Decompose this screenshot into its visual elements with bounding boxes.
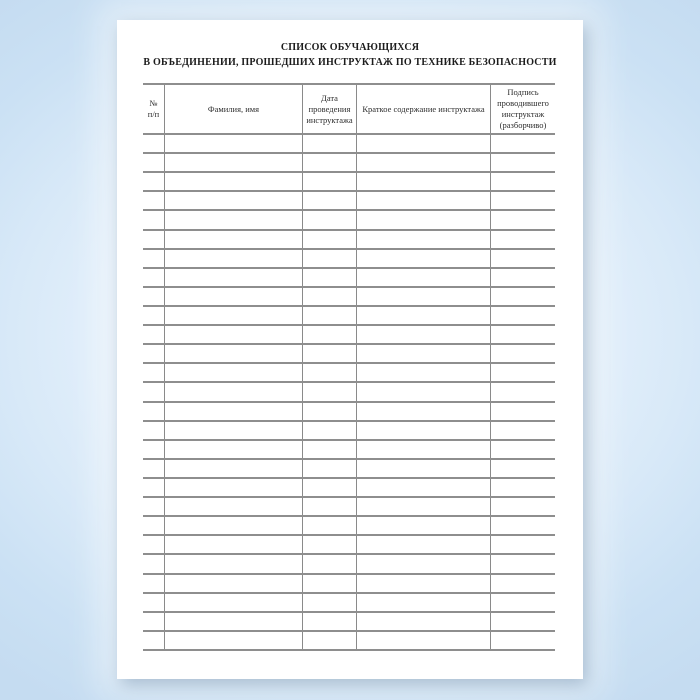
table-cell — [357, 594, 491, 611]
column-header-number: № п/п — [143, 85, 165, 133]
table-cell — [357, 498, 491, 515]
table-cell — [165, 250, 303, 267]
table-cell — [143, 345, 165, 362]
table-cell — [143, 135, 165, 152]
table-cell — [491, 192, 555, 209]
table-row — [143, 231, 555, 250]
table-cell — [165, 460, 303, 477]
table-cell — [303, 307, 357, 324]
table-row — [143, 555, 555, 574]
table-row — [143, 575, 555, 594]
table-cell — [143, 575, 165, 592]
table-cell — [357, 192, 491, 209]
table-cell — [143, 173, 165, 190]
table-row — [143, 479, 555, 498]
table-cell — [357, 403, 491, 420]
table-cell — [165, 192, 303, 209]
table-cell — [143, 250, 165, 267]
table-row — [143, 441, 555, 460]
table-cell — [165, 575, 303, 592]
table-cell — [491, 403, 555, 420]
table-cell — [491, 269, 555, 286]
table-cell — [165, 154, 303, 171]
table-cell — [357, 326, 491, 343]
table-cell — [491, 632, 555, 649]
table-cell — [303, 345, 357, 362]
table-cell — [143, 269, 165, 286]
table-cell — [143, 383, 165, 400]
table-cell — [143, 211, 165, 228]
table-cell — [303, 288, 357, 305]
table-cell — [165, 307, 303, 324]
table-row — [143, 269, 555, 288]
table-cell — [143, 632, 165, 649]
table-cell — [357, 135, 491, 152]
table-cell — [165, 326, 303, 343]
table-cell — [357, 364, 491, 381]
table-cell — [357, 173, 491, 190]
table-cell — [303, 383, 357, 400]
table-cell — [303, 403, 357, 420]
table-body — [143, 135, 555, 651]
table-cell — [491, 231, 555, 248]
table-cell — [491, 154, 555, 171]
table-row — [143, 326, 555, 345]
document-page — [117, 20, 583, 679]
table-cell — [143, 517, 165, 534]
table-cell — [491, 422, 555, 439]
column-header-date: Дата проведения инструктажа — [303, 85, 357, 133]
table-cell — [303, 173, 357, 190]
table-cell — [143, 613, 165, 630]
table-cell — [303, 154, 357, 171]
table-cell — [165, 479, 303, 496]
table-cell — [357, 345, 491, 362]
column-header-summary: Краткое содержание инструктажа — [357, 85, 491, 133]
table-cell — [357, 269, 491, 286]
column-header-name: Фамилия, имя — [165, 85, 303, 133]
table-cell — [165, 173, 303, 190]
table-cell — [303, 250, 357, 267]
table-cell — [357, 555, 491, 572]
table-row — [143, 173, 555, 192]
table-cell — [165, 441, 303, 458]
table-cell — [303, 135, 357, 152]
table-cell — [303, 575, 357, 592]
table-cell — [491, 326, 555, 343]
table-cell — [357, 383, 491, 400]
table-cell — [143, 536, 165, 553]
table-cell — [303, 479, 357, 496]
table-cell — [165, 211, 303, 228]
table-cell — [491, 364, 555, 381]
table-cell — [143, 460, 165, 477]
table-cell — [357, 460, 491, 477]
table-cell — [165, 383, 303, 400]
table-cell — [165, 555, 303, 572]
table-cell — [491, 288, 555, 305]
title-line-2: В ОБЪЕДИНЕНИИ, ПРОШЕДШИХ ИНСТРУКТАЖ ПО ТЕХНИКЕ БЕЗОПАСНОСТИ — [143, 57, 557, 68]
table-row — [143, 307, 555, 326]
table-cell — [357, 536, 491, 553]
table-cell — [303, 555, 357, 572]
table-row — [143, 345, 555, 364]
table-cell — [357, 211, 491, 228]
table-cell — [491, 498, 555, 515]
table-row — [143, 536, 555, 555]
table-cell — [491, 383, 555, 400]
table-cell — [357, 307, 491, 324]
table-row — [143, 613, 555, 632]
column-header-signature: Подпись проводившего инструктаж (разборчиво) — [497, 87, 549, 130]
table-cell — [357, 575, 491, 592]
table-cell — [165, 517, 303, 534]
table-cell — [143, 288, 165, 305]
table-cell — [357, 479, 491, 496]
table-cell — [165, 288, 303, 305]
table-cell — [143, 326, 165, 343]
table-row — [143, 192, 555, 211]
table-cell — [143, 231, 165, 248]
table-cell — [143, 498, 165, 515]
table-cell — [165, 269, 303, 286]
table-cell — [165, 536, 303, 553]
table-cell — [491, 135, 555, 152]
table-cell — [303, 594, 357, 611]
table-row — [143, 517, 555, 536]
table-row — [143, 250, 555, 269]
table-cell — [143, 555, 165, 572]
table-cell — [491, 250, 555, 267]
table-row — [143, 594, 555, 613]
table-cell — [357, 613, 491, 630]
table-row — [143, 135, 555, 154]
table-cell — [143, 594, 165, 611]
table-cell — [143, 403, 165, 420]
table-cell — [491, 517, 555, 534]
table-cell — [303, 422, 357, 439]
table-cell — [165, 403, 303, 420]
table-cell — [303, 192, 357, 209]
document-title — [117, 40, 583, 70]
table-cell — [491, 460, 555, 477]
table-row — [143, 288, 555, 307]
table-header-row — [143, 85, 555, 135]
table-cell — [143, 307, 165, 324]
table-cell — [491, 594, 555, 611]
table-cell — [303, 632, 357, 649]
table-row — [143, 154, 555, 173]
table-row — [143, 498, 555, 517]
table-cell — [491, 536, 555, 553]
table-cell — [357, 250, 491, 267]
table-cell — [143, 422, 165, 439]
table-cell — [491, 173, 555, 190]
table-cell — [491, 575, 555, 592]
table-cell — [491, 211, 555, 228]
table-cell — [491, 307, 555, 324]
table-cell — [303, 517, 357, 534]
table-cell — [303, 269, 357, 286]
table-cell — [303, 536, 357, 553]
table-row — [143, 383, 555, 402]
table-cell — [491, 555, 555, 572]
table-cell — [165, 613, 303, 630]
table-cell — [357, 231, 491, 248]
table-cell — [491, 345, 555, 362]
table-cell — [303, 498, 357, 515]
table-row — [143, 632, 555, 651]
table-cell — [303, 441, 357, 458]
table-cell — [165, 364, 303, 381]
table-cell — [165, 135, 303, 152]
table-cell — [165, 422, 303, 439]
table-row — [143, 364, 555, 383]
table-row — [143, 422, 555, 441]
table-cell — [143, 479, 165, 496]
table-cell — [491, 479, 555, 496]
safety-training-log-table — [143, 83, 555, 651]
table-cell — [165, 632, 303, 649]
table-cell — [165, 594, 303, 611]
table-cell — [357, 154, 491, 171]
table-cell — [165, 345, 303, 362]
table-cell — [303, 326, 357, 343]
table-cell — [303, 231, 357, 248]
table-cell — [357, 288, 491, 305]
table-cell — [357, 517, 491, 534]
table-cell — [143, 154, 165, 171]
table-cell — [143, 364, 165, 381]
table-cell — [303, 211, 357, 228]
table-cell — [165, 231, 303, 248]
table-cell — [491, 613, 555, 630]
table-row — [143, 460, 555, 479]
table-cell — [143, 192, 165, 209]
table-cell — [165, 498, 303, 515]
table-cell — [357, 632, 491, 649]
table-cell — [303, 364, 357, 381]
table-cell — [303, 613, 357, 630]
table-row — [143, 211, 555, 230]
table-cell — [303, 460, 357, 477]
table-cell — [357, 422, 491, 439]
table-cell — [357, 441, 491, 458]
table-row — [143, 403, 555, 422]
table-cell — [143, 441, 165, 458]
table-cell — [491, 441, 555, 458]
title-line-1: СПИСОК ОБУЧАЮЩИХСЯ — [280, 42, 420, 53]
